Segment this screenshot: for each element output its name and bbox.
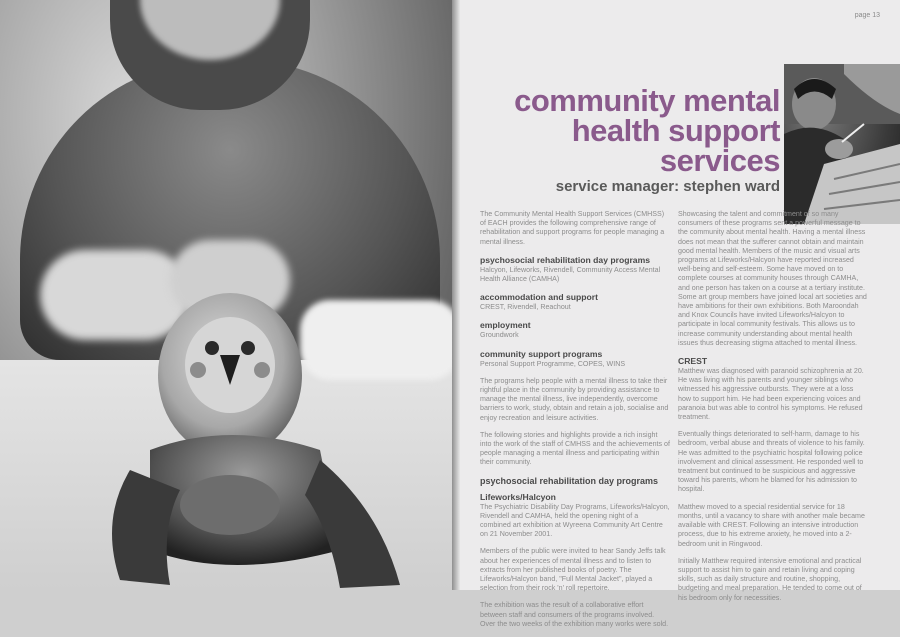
clay-doll-illustration bbox=[90, 290, 420, 590]
page-gutter bbox=[452, 0, 460, 590]
body-paragraph: The programs help people with a mental illness to take their rightful place in the community by providing assistance to manage the mental illness, live independently, overcome barriers to work, study, obtain and retain a job, socialise and enjoy recreation and leisure activities. bbox=[480, 376, 669, 422]
program-text: Personal Support Programme, COPES, WINS bbox=[480, 359, 626, 368]
man-working-illustration bbox=[784, 64, 900, 224]
body-paragraph: Initially Matthew required intensive emotional and practical support to assist him to gain and retain living and coping skills, such as daily structure and routine, shopping, budgeting and meal preparation. He tended to come out of his bedroom only for necessities. bbox=[678, 556, 862, 602]
photo-child-with-clay-doll bbox=[0, 0, 452, 590]
page-subtitle: service manager: stephen ward bbox=[555, 178, 780, 195]
photo-man-working-art bbox=[784, 64, 900, 224]
program-heading: accommodation and support bbox=[480, 292, 598, 303]
program-heading: community support programs bbox=[480, 348, 603, 359]
text-column-left bbox=[480, 210, 670, 637]
body-paragraph: The Psychiatric Disability Day Programs, Lifeworks/Halcyon, Rivendell and CAMHA, held the opening night of a combined art exhibition at Wyreena Community Art Centre on 21 November 2001. bbox=[480, 502, 670, 539]
program-text: Groundwork bbox=[480, 331, 519, 340]
section-heading: psychosocial rehabilitation day programs bbox=[480, 475, 659, 486]
body-paragraph: Matthew was diagnosed with paranoid schizophrenia at 20. He was living with his parents and younger siblings who witnessed his aggressive outbursts. They were at a loss how to support him. He had been experiencing voices and paranoia but was able to control his symptoms. He refused treatment. bbox=[678, 367, 864, 422]
text-column-right bbox=[678, 210, 868, 611]
page-number: page 13 bbox=[854, 12, 880, 19]
sub-heading: Lifeworks/Halcyon bbox=[480, 491, 556, 502]
title-line: community mental bbox=[514, 83, 780, 118]
body-paragraph: Members of the public were invited to hear Sandy Jeffs talk about her experiences of mental illness and to listen to extracts from her published books of poetry. The Lifeworks/Halcyon band, "Full Mental Jacket", played a selection from their rock 'n' roll repertoire. bbox=[480, 547, 666, 593]
body-paragraph: Showcasing the talent and commitment of so many consumers of these programs sent a powerful message to the community about mental health. Having a mental illness does not mean that the sufferer cannot obtain and maintain good mental health. Members of the music and visual arts programs at Lifeworks/Halcyon have reported increased well-being and self-esteem. Some have moved on to complete courses at community houses through CAMHA, and one person has taken on a course at a tertiary institute. Some art group members have joined local art societies and have ambitions for their own exhibitions. Both Maroondah and Knox Councils have invited Lifeworks/Halcyon to participate in local community festivals. This allows us to increase community understanding about mental health issues thus decreasing stigma attached to mental illness. bbox=[678, 210, 867, 347]
section-heading: CREST bbox=[678, 356, 708, 367]
title-line: services bbox=[659, 143, 780, 178]
program-text: CREST, Rivendell, Reachout bbox=[480, 303, 571, 312]
title-line: health support bbox=[571, 113, 780, 148]
program-heading: psychosocial rehabilitation day programs bbox=[480, 254, 651, 265]
intro-paragraph: The Community Mental Health Support Services (CMHSS) of EACH provides the following comprehensive range of rehabilitation and support programs for people managing a mental illness. bbox=[480, 210, 665, 246]
program-heading: employment bbox=[480, 320, 531, 331]
body-paragraph: Eventually things deteriorated to self-harm, damage to his bedroom, verbal abuse and threats of violence to his family. He was admitted to the psychiatric hospital following police involvement and clinical assessment. He responded well to treatment but continued to be suspicious and aggressive toward his parents, whom he blamed for his admission to hospital. bbox=[678, 430, 865, 494]
body-paragraph: Matthew moved to a special residential service for 18 months, until a vacancy to share with another male became available with CREST. Following an intensive introduction process, due to his extreme anxiety, he moved into a 2-bedroom unit in Ringwood. bbox=[678, 502, 865, 548]
program-text: Halcyon, Lifeworks, Rivendell, Community Access Mental Health Alliance (CAMHA) bbox=[480, 265, 661, 284]
body-paragraph: The following stories and highlights provide a rich insight into the work of the staff of CMHSS and the achievements of people managing a mental illness and participating within their community. bbox=[480, 430, 670, 467]
text-page bbox=[460, 0, 900, 628]
page-title bbox=[460, 83, 780, 178]
body-paragraph: The exhibition was the result of a collaborative effort between staff and consumers of the programs involved. Over the two weeks of the exhibition many works were sold. bbox=[480, 601, 669, 628]
